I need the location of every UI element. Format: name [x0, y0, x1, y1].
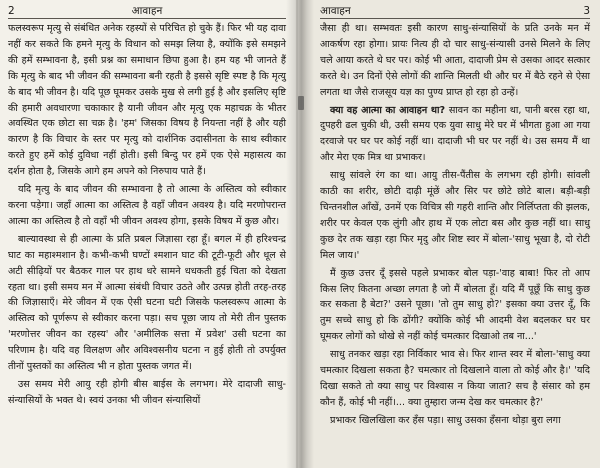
left-running-title: आवाहन: [131, 5, 163, 17]
left-running-head: [8, 4, 286, 19]
left-paragraph: यदि मृत्यु के बाद जीवन की सम्भावना है तो आत्मा के अस्तित्व को स्वीकार करना पड़ेगा। जहाँ आत्मा का अस्तित्व है वहाँ जीवन अवश्य है। यदि मरणोपरान्त आत्मा का अस्तित्व है तो वहाँ भी जीवन अवश्य होगा, इसके विषय में कुछ और।: [8, 184, 286, 227]
right-paragraph: जैसा ही था। सम्भवतः इसी कारण साधु-संन्यासियों के प्रति उनके मन में आकर्षण रहा होगा। प्रायः नित्य ही दो चार साधु-संन्यासी उनसे मिलने के लिए चले आया करते थे घर पर। कोई भी आता, दादाजी प्रेम से उसका आदर सत्कार करते थे। उन दिनों ऐसे लोगों की शान्ति मिलती थी और घर में बैठे रहने से ऐसा लगता था जैसे राजसूय यज्ञ का पुण्य प्राप्त हो रहा हो उन्हें।: [320, 23, 590, 98]
right-paragraph: साधु तनकर खड़ा रहा निर्विकार भाव से। फिर शान्त स्वर में बोला-'साधु क्या चमत्कार दिखला सकता है? चमत्कार तो दिखलाने वाला तो कोई और है।' 'यदि दिखा सकते तो क्या साधु पर विश्वास न किया जाता? सच है संसार को हम कौन हैं, कोई भी नहीं।... क्या तुम्हारा जन्म देख कर चमत्कार है?': [320, 349, 590, 408]
right-paragraph: मैं कुछ उत्तर दूँ इससे पहले प्रभाकर बोल पड़ा-'वाह बाबा! फिर तो आप किस लिए कितना अच्छा लगता है जो मैं बोलता हूँ। यदि मैं पूछूँ कि साधु कुछ कर सकता है बेटा?' उसने पूछा। 'तो तुम साधु हो?' इसका क्या उत्तर दूँ, कि तुम सच्चे साधु हो कि ढोंगी? क्योंकि कोई भी आदमी वेश बदलकर घर घर घूमकर लोगों को धोखे से नहीं कोई चमत्कार दिखाओ तब ना...': [320, 267, 590, 343]
left-page-number: 2: [8, 5, 15, 17]
book-gutter-shadow: [286, 0, 314, 468]
right-page: [298, 0, 600, 468]
section-heading-continuation: सावन का महीना था, पानी बरस रहा था, दुपहरी ढल चुकी थी, उसी समय एक युवा साधु मेरे घर में भीगता हुआ आ गया दरवाजे पर घर पर कोई नहीं था। दादाजी भी घर पर नहीं थे। उस समय मैं था और मेरा एक मित्र था प्रभाकर।: [320, 104, 591, 164]
left-paragraph: उस समय मेरी आयु रही होगी बीस बाईस के लगभग। मेरे दादाजी साधु-संन्यासियों के भक्त थे। स्वयं उनका भी जीवन संन्यासियों: [8, 378, 286, 406]
right-paragraph: प्रभाकर खिलखिला कर हँस पड़ा। साधु उसका हँसना थोड़ा बुरा लगा: [330, 414, 561, 426]
right-paragraph: साधु सांवले रंग का था। आयु तीस-पैंतीस के लगभग रही होगी। सांवली काठी का शरीर, छोटी दाढ़ी मूंछें और सिर पर छोटे छोटे बाल। बड़ी-बड़ी चिन्तनशील आँखें, उनमें एक विचित्र सी गहरी शान्ति और निर्लिप्तता की झलक, शरीर पर केवल एक लुंगी और हाथ में एक लोटा बस और कुछ नहीं था। साधु कुछ देर तक खड़ा रहा फिर मृदु और शिष्ट स्वर में बोला-'साधु भूखा है, दो रोटी मिल जाय।': [320, 170, 590, 261]
section-heading: [320, 103, 590, 167]
left-paragraph: बाल्यावस्था से ही आत्मा के प्रति प्रबल जिज्ञासा रहा हूँ। बगल में ही हरिश्चन्द्र घाट का महाश्मशान है। कभी-कभी घण्टों श्मशान घाट की टूटी-फूटी और धूल से अटी सीढ़ियों पर बैठकर गाल पर हाथ धरे सामने धधकती हुई चिता को देखता रहता था। इसी समय मन में आत्मा संबंधी विचार उठते और उत्पन्न होती तरह-तरह की जिज्ञासाएँ। मेरे जीवन में एक ऐसी घटना घटी जिसके फलस्वरूप आत्मा के अस्तित्व को पूर्णरूप से स्वीकार करना पड़ा। सच पूछा जाय तो मेरी तीन पुस्तक 'मरणोत्तर जीवन का रहस्य' और 'अमीलिक सत्ता में प्रवेश' उसी घटना का परिणाम है। यदि वह विलक्षण और अविश्वसनीय घटना न हुई होती तो उपर्युक्त तीनों पुस्तकों का अस्तित्व भी न होता पुस्तक जगत में।: [8, 233, 286, 373]
left-paragraph: फलस्वरूप मृत्यु से संबंधित अनेक रहस्यों से परिचित हो चुके हैं। फिर भी यह दावा नहीं कर सकते कि हमने मृत्यु के विधान को समझ लिया है, क्योंकि इसे समझने की हमें सम्भावना है, इसी प्रश्न का समाधान छिपा हुआ है। हम यह भी जानते हैं कि मृत्यु के बाद भी जीवन की सम्भावना बनी रहती है इससे सृष्टि स्पष्ट है कि मृत्यु के बाद भी जीवन है। यदि पूछ घूमकर उसके मुख से लगी हुई है और इसलिए सृष्टि की हमारी अवधारणा चकाकार है यानी जीवन और मृत्यु एक महाचक्र के भीतर अवस्थित एक छोटा सा चक्र है। 'हम' जिसका विषय है नियन्ता नहीं है और यही कारण है कि विचार के स्तर पर मृत्यु को दार्शनिक उदासीनता के साथ स्वीकार करते हुए हमें कोई दुविधा नहीं होती। इसी बिन्दु पर हमें एक ऐसे महासत्य का दर्शन होता है, जिसके आगे हम अपने को निरुपाय पाते हैं।: [8, 23, 286, 178]
right-page-number: 3: [583, 5, 590, 17]
left-body-text: [8, 21, 286, 409]
right-running-title: आवाहन: [320, 5, 351, 17]
left-page: [0, 0, 296, 468]
margin-ink-mark: [298, 96, 304, 110]
section-heading-title: क्या वह आत्मा का आवाहन था?: [330, 104, 446, 116]
right-running-head: [320, 4, 590, 19]
right-body-text: [320, 21, 590, 429]
